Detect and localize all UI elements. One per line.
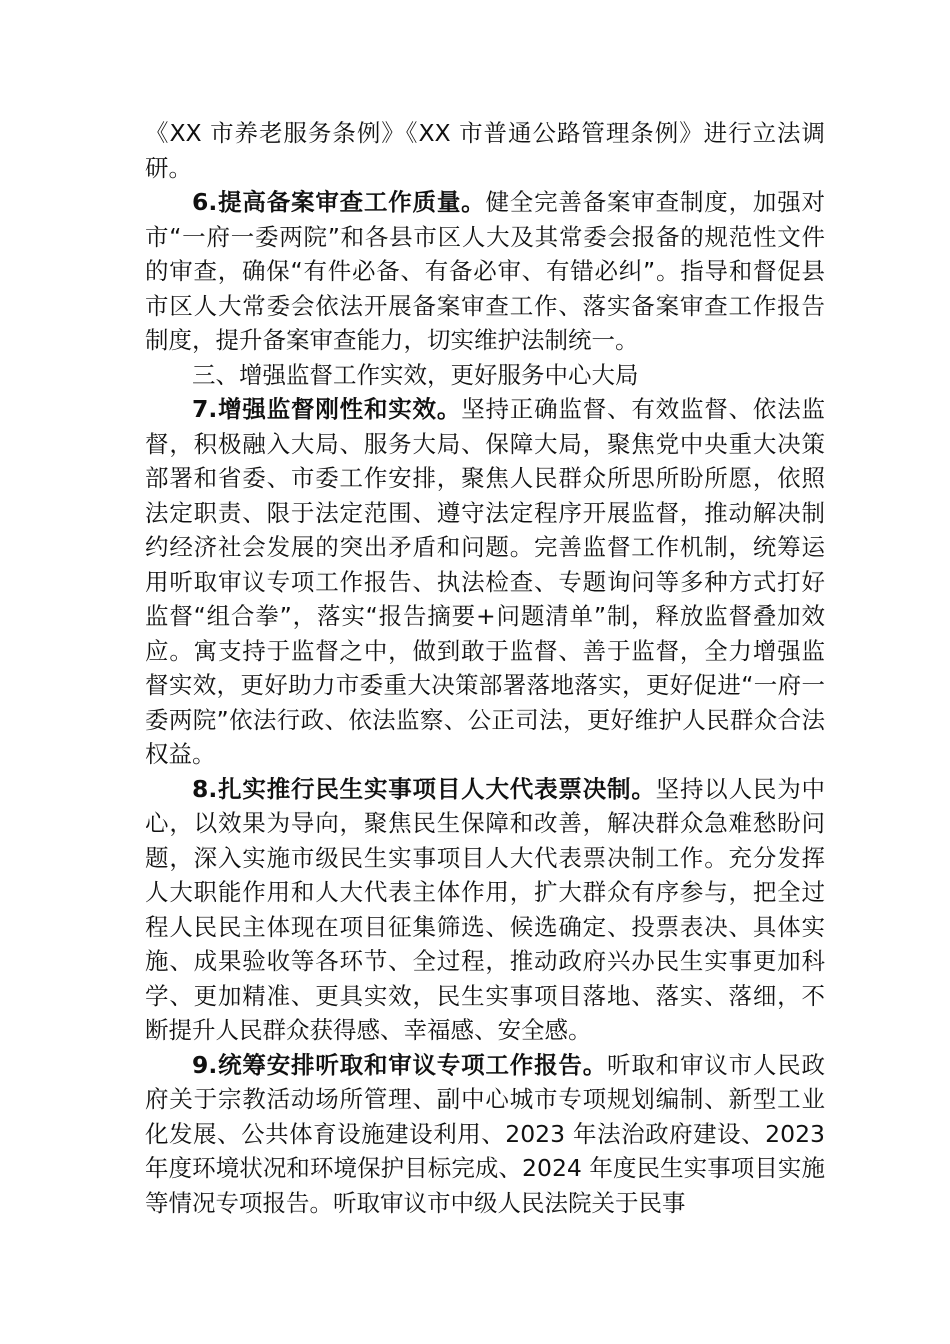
paragraph-item-7 [145,392,825,772]
paragraph-text: 健全完善备案审查制度，加强对市“一府一委两院”和各县市区人大及其常委会报备的规范性文件的审查，确保“有件必备、有备必审、有错必纠”。指导和督促县市区人大常委会依法开展备案审查工作、落实备案审查工作报告制度，提升备案审查能力，切实维护法制统一。 [145,188,825,354]
section-heading-3 [145,358,825,393]
paragraph-text: 听取和审议市人民政府关于宗教活动场所管理、副中心城市专项规划编制、新型工业化发展、公共体育设施建设利用、2023 年法治政府建设、2023 年度环境状况和环境保护目标完成、2024 年度民生实事项目实施等情况专项报告。听取审议市中级人民法院关于民事 [145,1050,826,1217]
paragraph-item-6 [145,185,825,358]
paragraph-heading: 6.提高备案审查工作质量。 [192,188,486,216]
paragraph-text: 《XX 市养老服务条例》《XX 市普通公路管理条例》进行立法调研。 [145,119,825,182]
paragraph-text: 坚持正确监督、有效监督、依法监督，积极融入大局、服务大局、保障大局，聚焦党中央重大决策部署和省委、市委工作安排，聚焦人民群众所思所盼所愿，依照法定职责、限于法定范围、遵守法定程序开展监督，推动解决制约经济社会发展的突出矛盾和问题。完善监督工作机制，统筹运用听取审议专项工作报告、执法检查、专题询问等多种方式打好监督“组合拳”，落实“报告摘要+问题清单”制，释放监督叠加效应。寓支持于监督之中，做到敢于监督、善于监督，全力增强监督实效，更好助力市委重大决策部署落地落实，更好促进“一府一委两院”依法行政、依法监察、公正司法，更好维护人民群众合法权益。 [145,395,826,768]
paragraph-heading: 7.增强监督刚性和实效。 [192,395,462,423]
paragraph-heading: 9.统筹安排听取和审议专项工作报告。 [192,1050,608,1079]
paragraph-text: 坚持以人民为中心，以效果为导向，聚焦民生保障和改善，解决群众急难愁盼问题，深入实施市级民生实事项目人大代表票决制工作。充分发挥人大职能作用和人大代表主体作用，扩大群众有序参与，把全过程人民民主体现在项目征集筛选、候选确定、投票表决、具体实施、成果验收等各环节、全过程，推动政府兴办民生实事更加科学、更加精准、更具实效，民生实事项目落地、落实、落细，不断提升人民群众获得感、幸福感、安全感。 [145,774,826,1044]
paragraph-item-9 [145,1048,825,1221]
section-heading-text: 三、增强监督工作实效，更好服务中心大局 [192,360,639,389]
paragraph-item-8 [145,772,825,1048]
document-body [145,116,825,1220]
paragraph-heading: 8.扎实推行民生实事项目人大代表票决制。 [192,774,656,803]
paragraph-continuation [145,116,825,185]
